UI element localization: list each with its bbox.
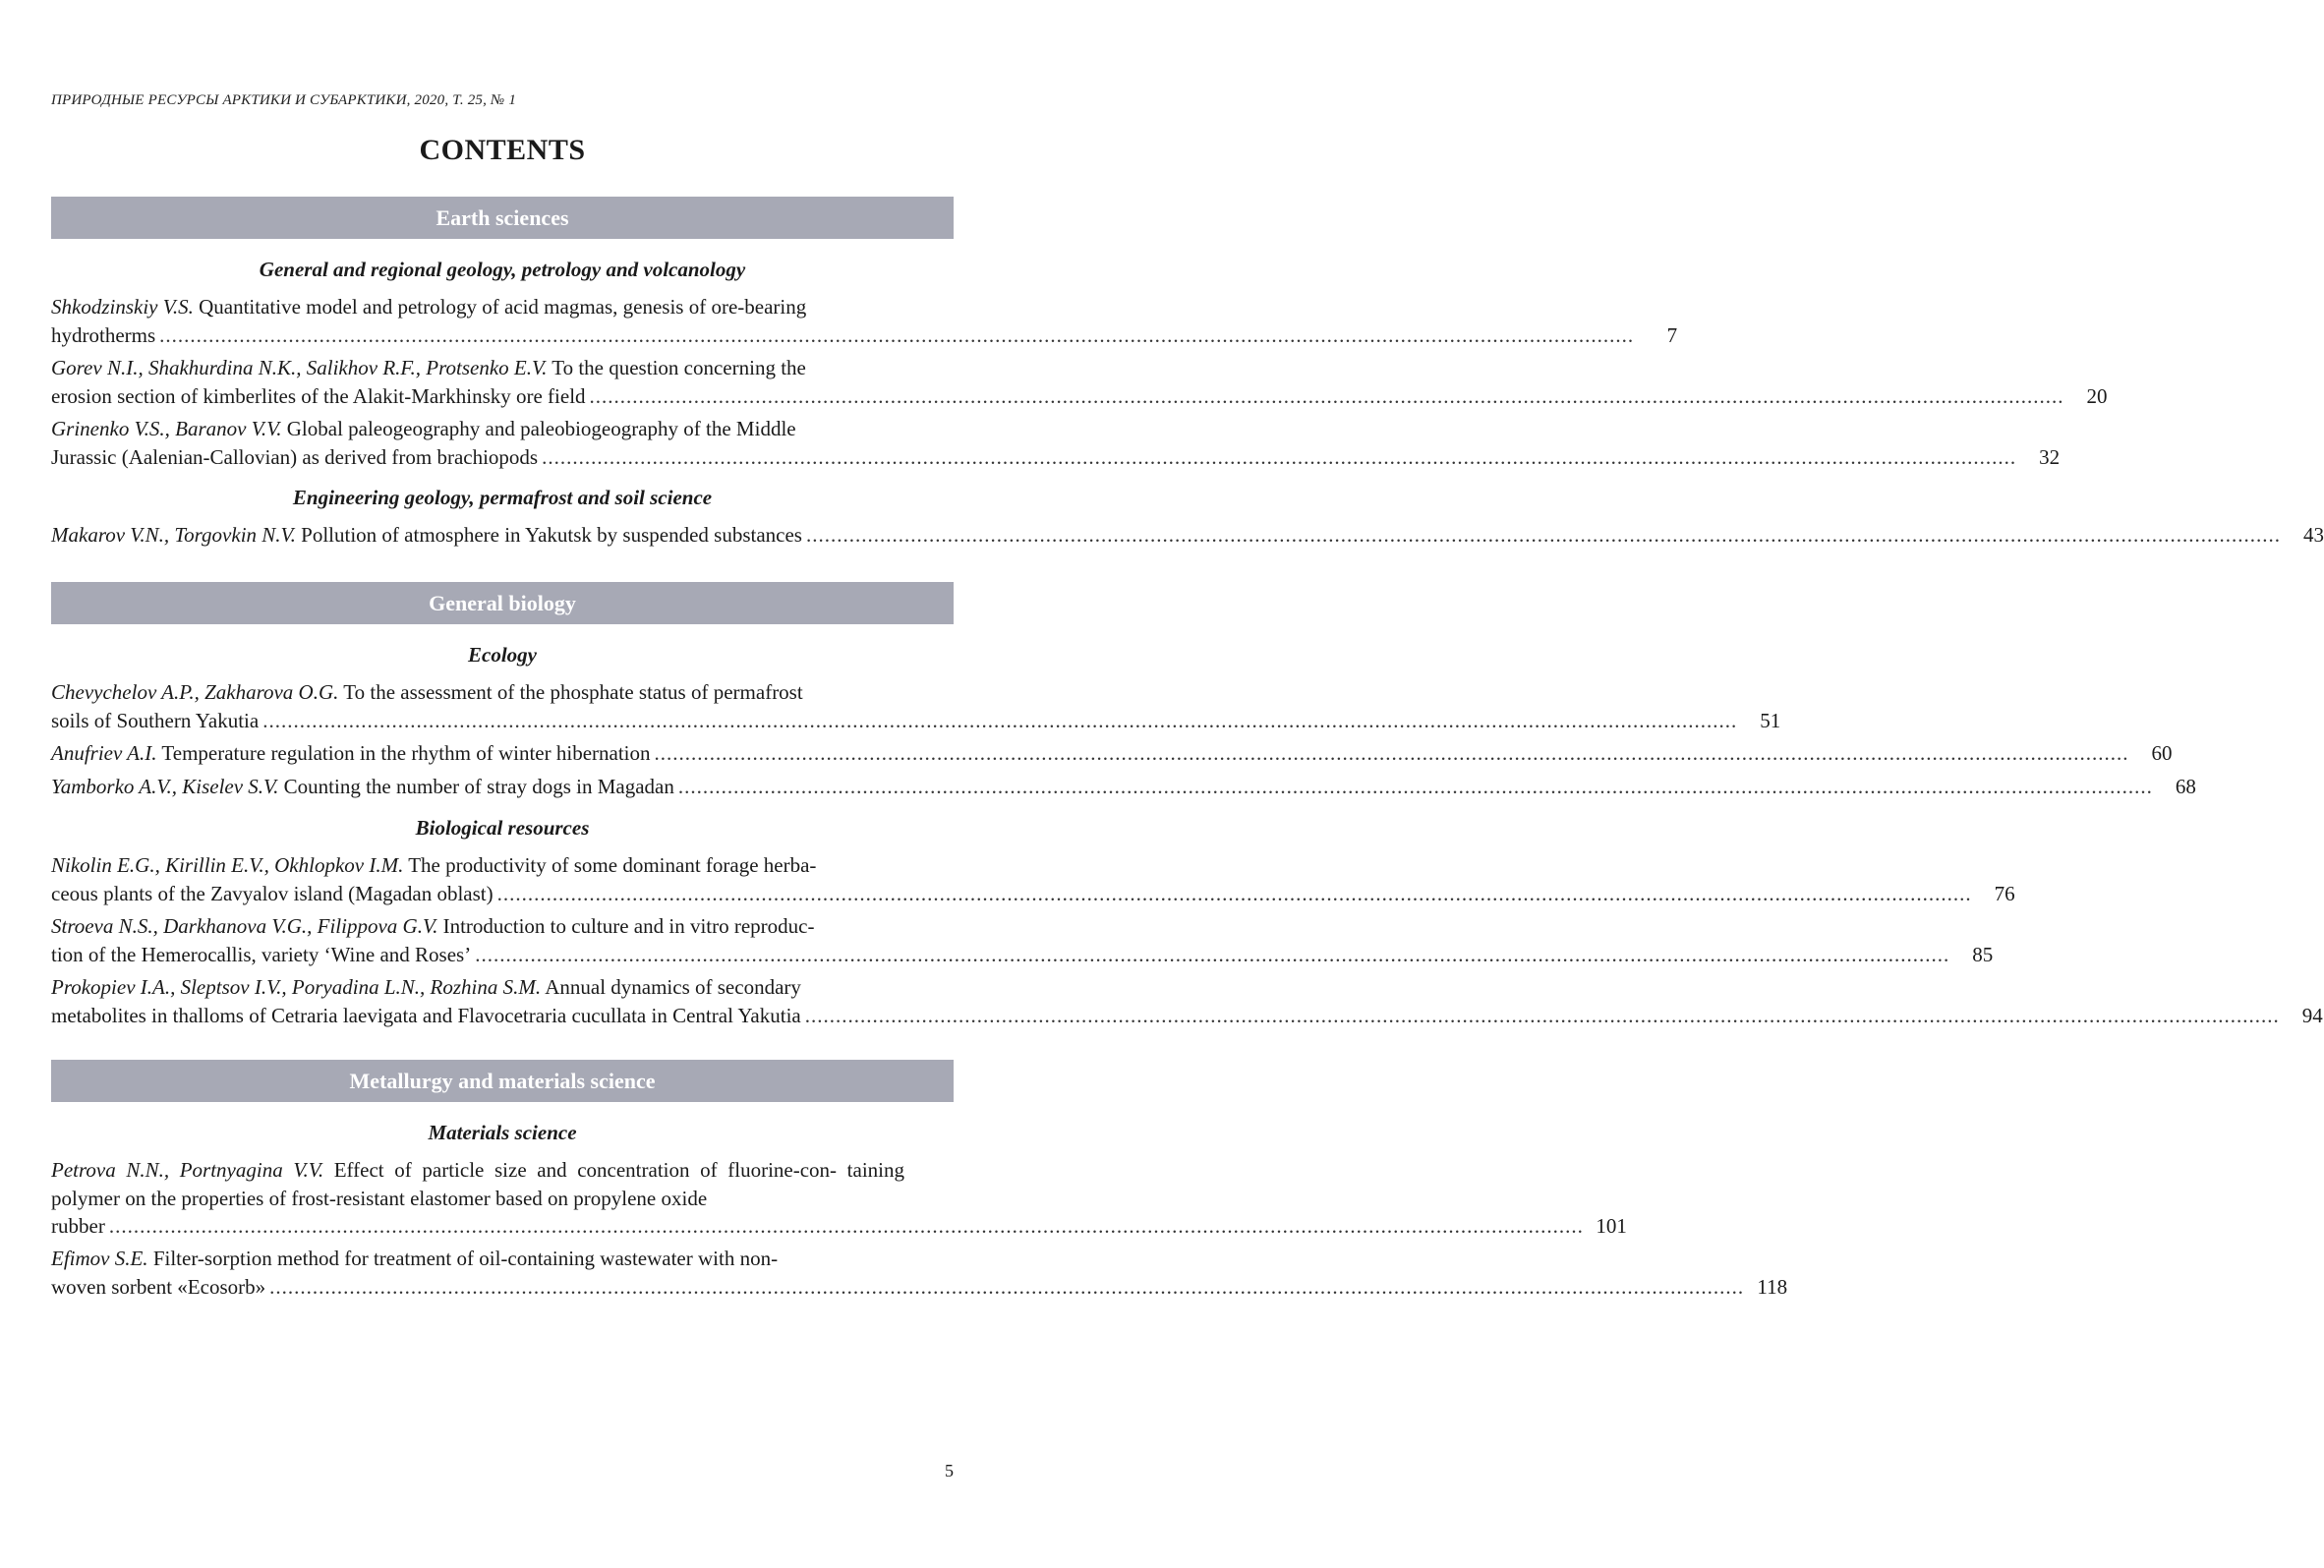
entry-page: 94	[2301, 1003, 2323, 1027]
entry-authors: Chevychelov A.P., Zakharova O.G.	[51, 680, 339, 704]
entry-authors: Grinenko V.S., Baranov V.V.	[51, 417, 282, 440]
entry-authors: Shkodzinskiy V.S.	[51, 295, 194, 319]
entry-authors: Makarov V.N., Torgovkin N.V.	[51, 523, 296, 547]
entry-authors: Nikolin E.G., Kirillin E.V., Okhlopkov I.M.	[51, 853, 404, 877]
toc-entry[interactable]	[51, 851, 2015, 907]
entry-title-end: soils of Southern Yakutia	[51, 708, 260, 732]
entry-title-end: woven sorbent «Ecosorb»	[51, 1274, 266, 1299]
entry-title-line: Filter-sorption method for treatment of oil-containing wastewater with non-	[152, 1247, 779, 1270]
dot-leader	[269, 1273, 1744, 1302]
entry-page: 32	[2039, 444, 2061, 469]
entry-authors: Anufriev A.I.	[51, 741, 157, 765]
entry-page: 76	[1994, 881, 2015, 905]
entry-title-line: The productivity of some dominant forage herba-	[408, 853, 817, 877]
entry-authors: Efimov S.E.	[51, 1247, 148, 1270]
entry-title-end: Counting the number of stray dogs in Magadan	[283, 775, 674, 798]
toc-entry[interactable]	[51, 521, 2324, 550]
entry-page: 43	[2302, 523, 2324, 547]
dot-leader	[109, 1212, 1584, 1241]
entry-page: 20	[2086, 383, 2108, 408]
dot-leader	[805, 1002, 2280, 1030]
entry-title-end: rubber	[51, 1214, 105, 1238]
entry-page: 118	[1757, 1274, 1788, 1299]
dot-leader	[497, 880, 1972, 908]
entry-title-end: tion of the Hemerocallis, variety ‘Wine and Roses’	[51, 942, 472, 966]
entry-page: 85	[1972, 942, 1994, 966]
page-title: CONTENTS	[419, 134, 586, 166]
entry-authors: Yamborko A.V., Kiselev S.V.	[51, 775, 279, 798]
entry-title-line: Quantitative model and petrology of acid magmas, genesis of ore-bearing	[199, 295, 807, 319]
dot-leader	[475, 941, 1949, 969]
entry-page: 68	[2175, 775, 2196, 798]
entry-authors: Gorev N.I., Shakhurdina N.K., Salikhov R.F., Protsenko E.V.	[51, 356, 548, 379]
section-band-earth-sciences: Earth sciences	[51, 197, 954, 239]
dot-leader	[678, 773, 2153, 801]
entry-title-end: Jurassic (Aalenian-Callovian) as derived from brachiopods	[51, 444, 539, 469]
toc-entry[interactable]	[51, 678, 1781, 734]
toc-entry[interactable]	[51, 739, 2173, 768]
entry-title-line: To the question concerning the	[552, 356, 806, 379]
entry-title-line: Introduction to culture and in vitro reproduc-	[442, 914, 815, 938]
toc-entry[interactable]	[51, 1245, 1788, 1301]
subsection-title: Biological resources	[415, 816, 590, 840]
running-header: ПРИРОДНЫЕ РЕСУРСЫ АРКТИКИ И СУБАРКТИКИ, 2020, Т. 25, № 1	[51, 92, 517, 108]
dot-leader	[655, 739, 2129, 768]
entry-title-end: hydrotherms	[51, 322, 156, 347]
toc-entry[interactable]	[51, 354, 2108, 410]
subsection-title: General and regional geology, petrology and volcanology	[259, 258, 746, 281]
section-band-metallurgy: Metallurgy and materials science	[51, 1060, 954, 1102]
subsection-title: Ecology	[468, 643, 537, 667]
toc-entry[interactable]	[51, 912, 1994, 968]
dot-leader	[159, 321, 1634, 350]
toc-entry[interactable]	[51, 973, 2323, 1029]
dot-leader	[590, 382, 2064, 411]
entry-page: 51	[1760, 708, 1781, 732]
section-band-general-biology: General biology	[51, 582, 954, 624]
subsection-title: Engineering geology, permafrost and soil science	[292, 486, 713, 509]
toc-entry[interactable]	[51, 1156, 1627, 1241]
dot-leader	[262, 707, 1737, 735]
entry-authors: Prokopiev I.A., Sleptsov I.V., Poryadina L.N., Rozhina S.M.	[51, 975, 542, 999]
entry-title-line: Annual dynamics of secondary	[545, 975, 801, 999]
entry-title-end: Pollution of atmosphere in Yakutsk by suspended substances	[301, 523, 802, 547]
entry-page: 60	[2151, 741, 2173, 765]
entry-title-end: erosion section of kimberlites of the Alakit-Markhinsky ore field	[51, 383, 586, 408]
toc-entry[interactable]	[51, 293, 1678, 349]
dot-leader	[542, 443, 2016, 472]
dot-leader	[806, 521, 2281, 550]
entry-title-end: Temperature regulation in the rhythm of winter hibernation	[161, 741, 651, 765]
entry-title-end: metabolites in thalloms of Cetraria laevigata and Flavocetraria cucullata in Central Yakutia	[51, 1003, 801, 1027]
toc-entry[interactable]	[51, 773, 2196, 801]
entry-page: 101	[1596, 1214, 1627, 1238]
entry-title-line: Effect of particle size and concentration of fluorine-con- taining polymer on the properties of frost-resistant elastomer based on propylene oxide	[51, 1158, 904, 1210]
entry-authors: Stroeva N.S., Darkhanova V.G., Filippova G.V.	[51, 914, 438, 938]
subsection-title: Materials science	[428, 1121, 577, 1144]
toc-entry[interactable]	[51, 415, 2061, 471]
page-number: 5	[945, 1461, 954, 1481]
entry-page: 7	[1666, 322, 1678, 347]
entry-authors: Petrova N.N., Portnyagina V.V.	[51, 1158, 324, 1182]
entry-title-end: ceous plants of the Zavyalov island (Magadan oblast)	[51, 881, 494, 905]
entry-title-line: Global paleogeography and paleobiogeography of the Middle	[286, 417, 796, 440]
entry-title-line: To the assessment of the phosphate status of permafrost	[343, 680, 803, 704]
